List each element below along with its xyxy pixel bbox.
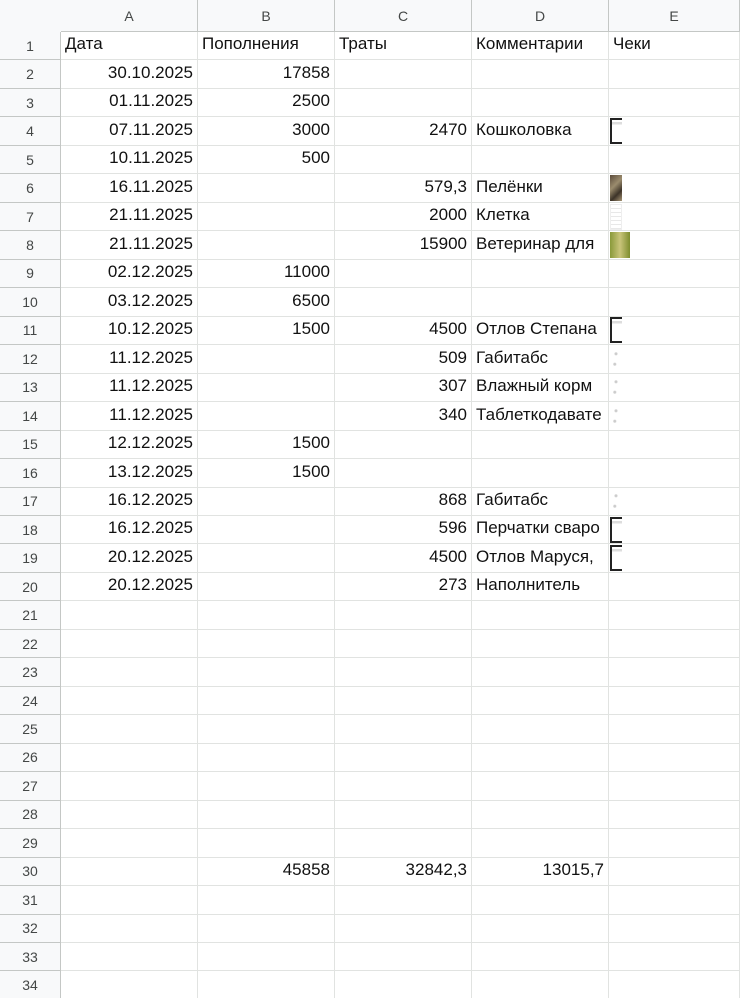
receipt-cell[interactable] [609,715,740,743]
expense-cell[interactable]: 579,3 [335,174,472,202]
comment-cell[interactable]: 13015,7 [472,858,609,886]
date-cell[interactable]: 11.12.2025 [61,345,198,373]
row-header[interactable]: 11 [0,317,61,345]
row-header[interactable]: 22 [0,630,61,658]
receipt-cell[interactable] [609,886,740,914]
date-cell[interactable]: 11.12.2025 [61,374,198,402]
receipt-thumbnail[interactable] [610,317,622,343]
comment-cell[interactable] [472,459,609,487]
expense-cell[interactable] [335,60,472,88]
deposit-cell[interactable]: 500 [198,146,335,174]
row-header[interactable]: 30 [0,858,61,886]
comment-cell[interactable] [472,801,609,829]
date-cell[interactable] [61,687,198,715]
row-header[interactable]: 12 [0,345,61,373]
row-header[interactable]: 8 [0,231,61,259]
deposit-cell[interactable] [198,488,335,516]
row-header[interactable]: 32 [0,915,61,943]
select-all-corner[interactable] [0,0,61,32]
row-header[interactable]: 19 [0,544,61,572]
row-header[interactable]: 15 [0,431,61,459]
column-header-c[interactable]: C [335,0,472,32]
comment-cell[interactable]: Ветеринар для [472,231,609,259]
receipt-cell[interactable] [609,744,740,772]
date-cell[interactable]: 11.12.2025 [61,402,198,430]
row-header[interactable]: 14 [0,402,61,430]
expense-cell[interactable]: 340 [335,402,472,430]
comment-cell[interactable] [472,829,609,857]
receipt-cell[interactable] [609,630,740,658]
date-cell[interactable]: 20.12.2025 [61,544,198,572]
expense-cell[interactable]: 15900 [335,231,472,259]
date-cell[interactable] [61,886,198,914]
expense-cell[interactable] [335,601,472,629]
comment-cell[interactable]: Клетка [472,203,609,231]
deposit-cell[interactable]: 2500 [198,89,335,117]
receipt-cell[interactable] [609,516,740,544]
comment-cell[interactable]: Отлов Маруся, [472,544,609,572]
deposit-cell[interactable] [198,886,335,914]
deposit-cell[interactable] [198,630,335,658]
receipt-cell[interactable] [609,601,740,629]
date-cell[interactable] [61,772,198,800]
comment-cell[interactable]: Кошколовка [472,117,609,145]
column-header-a[interactable]: A [61,0,198,32]
deposit-cell[interactable] [198,601,335,629]
date-cell[interactable]: 03.12.2025 [61,288,198,316]
comment-cell[interactable]: Таблеткодавате [472,402,609,430]
receipt-cell[interactable] [609,544,740,572]
expense-cell[interactable] [335,801,472,829]
comment-cell[interactable] [472,630,609,658]
row-header[interactable]: 5 [0,146,61,174]
deposit-cell[interactable] [198,658,335,686]
receipt-thumbnail[interactable] [610,346,622,372]
date-cell[interactable]: 02.12.2025 [61,260,198,288]
receipt-cell[interactable] [609,772,740,800]
header-cell[interactable]: Траты [335,32,472,60]
expense-cell[interactable] [335,288,472,316]
deposit-cell[interactable] [198,544,335,572]
comment-cell[interactable] [472,89,609,117]
date-cell[interactable]: 10.12.2025 [61,317,198,345]
comment-cell[interactable]: Влажный корм [472,374,609,402]
deposit-cell[interactable]: 1500 [198,317,335,345]
row-header[interactable]: 26 [0,744,61,772]
deposit-cell[interactable] [198,715,335,743]
expense-cell[interactable] [335,715,472,743]
expense-cell[interactable] [335,971,472,998]
row-header[interactable]: 20 [0,573,61,601]
deposit-cell[interactable]: 6500 [198,288,335,316]
expense-cell[interactable] [335,744,472,772]
expense-cell[interactable] [335,146,472,174]
deposit-cell[interactable]: 45858 [198,858,335,886]
receipt-cell[interactable] [609,858,740,886]
deposit-cell[interactable] [198,174,335,202]
row-header[interactable]: 21 [0,601,61,629]
expense-cell[interactable]: 596 [335,516,472,544]
expense-cell[interactable]: 509 [335,345,472,373]
receipt-cell[interactable] [609,488,740,516]
receipt-thumbnail[interactable] [610,517,622,543]
comment-cell[interactable]: Габитабс [472,345,609,373]
expense-cell[interactable]: 868 [335,488,472,516]
comment-cell[interactable]: Отлов Степана [472,317,609,345]
expense-cell[interactable] [335,459,472,487]
receipt-cell[interactable] [609,829,740,857]
header-cell[interactable]: Дата [61,32,198,60]
comment-cell[interactable] [472,687,609,715]
receipt-cell[interactable] [609,60,740,88]
date-cell[interactable] [61,943,198,971]
receipt-cell[interactable] [609,89,740,117]
deposit-cell[interactable]: 1500 [198,459,335,487]
deposit-cell[interactable] [198,374,335,402]
receipt-cell[interactable] [609,687,740,715]
date-cell[interactable]: 20.12.2025 [61,573,198,601]
receipt-cell[interactable] [609,203,740,231]
comment-cell[interactable] [472,601,609,629]
column-header-b[interactable]: B [198,0,335,32]
row-header[interactable]: 28 [0,801,61,829]
date-cell[interactable]: 16.11.2025 [61,174,198,202]
row-header[interactable]: 9 [0,260,61,288]
comment-cell[interactable] [472,260,609,288]
receipt-thumbnail[interactable] [610,175,622,201]
expense-cell[interactable] [335,943,472,971]
row-header[interactable]: 10 [0,288,61,316]
header-cell[interactable]: Чеки [609,32,740,60]
receipt-cell[interactable] [609,345,740,373]
expense-cell[interactable] [335,89,472,117]
comment-cell[interactable] [472,658,609,686]
expense-cell[interactable]: 307 [335,374,472,402]
row-header[interactable]: 33 [0,943,61,971]
receipt-thumbnail[interactable] [610,118,622,144]
date-cell[interactable] [61,858,198,886]
deposit-cell[interactable] [198,915,335,943]
receipt-thumbnail[interactable] [610,403,622,429]
deposit-cell[interactable] [198,829,335,857]
date-cell[interactable]: 01.11.2025 [61,89,198,117]
date-cell[interactable] [61,744,198,772]
receipt-cell[interactable] [609,317,740,345]
date-cell[interactable] [61,829,198,857]
deposit-cell[interactable] [198,231,335,259]
date-cell[interactable] [61,971,198,998]
column-header-e[interactable]: E [609,0,740,32]
row-header[interactable]: 16 [0,459,61,487]
row-header[interactable]: 24 [0,687,61,715]
receipt-cell[interactable] [609,288,740,316]
row-header[interactable]: 4 [0,117,61,145]
receipt-thumbnail[interactable] [610,488,622,514]
date-cell[interactable] [61,658,198,686]
receipt-cell[interactable] [609,943,740,971]
receipt-cell[interactable] [609,801,740,829]
comment-cell[interactable] [472,886,609,914]
expense-cell[interactable]: 2000 [335,203,472,231]
receipt-thumbnail[interactable] [610,232,630,258]
row-header[interactable]: 34 [0,971,61,998]
deposit-cell[interactable] [198,801,335,829]
date-cell[interactable]: 30.10.2025 [61,60,198,88]
comment-cell[interactable] [472,943,609,971]
expense-cell[interactable]: 4500 [335,317,472,345]
receipt-cell[interactable] [609,374,740,402]
comment-cell[interactable] [472,772,609,800]
expense-cell[interactable]: 2470 [335,117,472,145]
row-header[interactable]: 25 [0,715,61,743]
receipt-thumbnail[interactable] [610,374,622,400]
deposit-cell[interactable] [198,744,335,772]
expense-cell[interactable] [335,260,472,288]
comment-cell[interactable] [472,971,609,998]
receipt-cell[interactable] [609,459,740,487]
row-header[interactable]: 18 [0,516,61,544]
date-cell[interactable]: 13.12.2025 [61,459,198,487]
deposit-cell[interactable] [198,402,335,430]
receipt-cell[interactable] [609,260,740,288]
row-header[interactable]: 17 [0,488,61,516]
expense-cell[interactable] [335,658,472,686]
row-header[interactable]: 7 [0,203,61,231]
expense-cell[interactable]: 4500 [335,544,472,572]
expense-cell[interactable] [335,772,472,800]
comment-cell[interactable] [472,744,609,772]
receipt-cell[interactable] [609,174,740,202]
date-cell[interactable]: 16.12.2025 [61,488,198,516]
deposit-cell[interactable] [198,772,335,800]
comment-cell[interactable]: Перчатки сваро [472,516,609,544]
expense-cell[interactable] [335,829,472,857]
comment-cell[interactable] [472,915,609,943]
column-header-d[interactable]: D [472,0,609,32]
date-cell[interactable] [61,601,198,629]
deposit-cell[interactable] [198,687,335,715]
deposit-cell[interactable]: 11000 [198,260,335,288]
date-cell[interactable]: 21.11.2025 [61,231,198,259]
receipt-cell[interactable] [609,431,740,459]
receipt-cell[interactable] [609,573,740,601]
receipt-cell[interactable] [609,117,740,145]
comment-cell[interactable] [472,715,609,743]
comment-cell[interactable] [472,146,609,174]
date-cell[interactable]: 07.11.2025 [61,117,198,145]
row-header[interactable]: 13 [0,374,61,402]
row-header[interactable]: 6 [0,174,61,202]
deposit-cell[interactable] [198,516,335,544]
deposit-cell[interactable]: 17858 [198,60,335,88]
receipt-cell[interactable] [609,231,740,259]
deposit-cell[interactable]: 1500 [198,431,335,459]
receipt-cell[interactable] [609,146,740,174]
row-header[interactable]: 29 [0,829,61,857]
row-header[interactable]: 1 [0,32,61,60]
date-cell[interactable] [61,915,198,943]
deposit-cell[interactable]: 3000 [198,117,335,145]
expense-cell[interactable] [335,886,472,914]
comment-cell[interactable]: Пелёнки [472,174,609,202]
deposit-cell[interactable] [198,345,335,373]
date-cell[interactable]: 21.11.2025 [61,203,198,231]
deposit-cell[interactable] [198,943,335,971]
date-cell[interactable] [61,715,198,743]
deposit-cell[interactable] [198,971,335,998]
receipt-cell[interactable] [609,402,740,430]
expense-cell[interactable]: 32842,3 [335,858,472,886]
receipt-thumbnail[interactable] [610,545,622,571]
expense-cell[interactable] [335,915,472,943]
date-cell[interactable]: 10.11.2025 [61,146,198,174]
receipt-cell[interactable] [609,915,740,943]
date-cell[interactable]: 12.12.2025 [61,431,198,459]
comment-cell[interactable]: Габитабс [472,488,609,516]
date-cell[interactable] [61,801,198,829]
row-header[interactable]: 3 [0,89,61,117]
header-cell[interactable]: Комментарии [472,32,609,60]
comment-cell[interactable]: Наполнитель [472,573,609,601]
row-header[interactable]: 23 [0,658,61,686]
header-cell[interactable]: Пополнения [198,32,335,60]
date-cell[interactable] [61,630,198,658]
receipt-thumbnail[interactable] [610,204,622,230]
expense-cell[interactable]: 273 [335,573,472,601]
row-header[interactable]: 31 [0,886,61,914]
deposit-cell[interactable] [198,573,335,601]
receipt-cell[interactable] [609,971,740,998]
row-header[interactable]: 2 [0,60,61,88]
expense-cell[interactable] [335,687,472,715]
date-cell[interactable]: 16.12.2025 [61,516,198,544]
deposit-cell[interactable] [198,203,335,231]
comment-cell[interactable] [472,431,609,459]
receipt-cell[interactable] [609,658,740,686]
expense-cell[interactable] [335,630,472,658]
comment-cell[interactable] [472,288,609,316]
row-header[interactable]: 27 [0,772,61,800]
expense-cell[interactable] [335,431,472,459]
comment-cell[interactable] [472,60,609,88]
